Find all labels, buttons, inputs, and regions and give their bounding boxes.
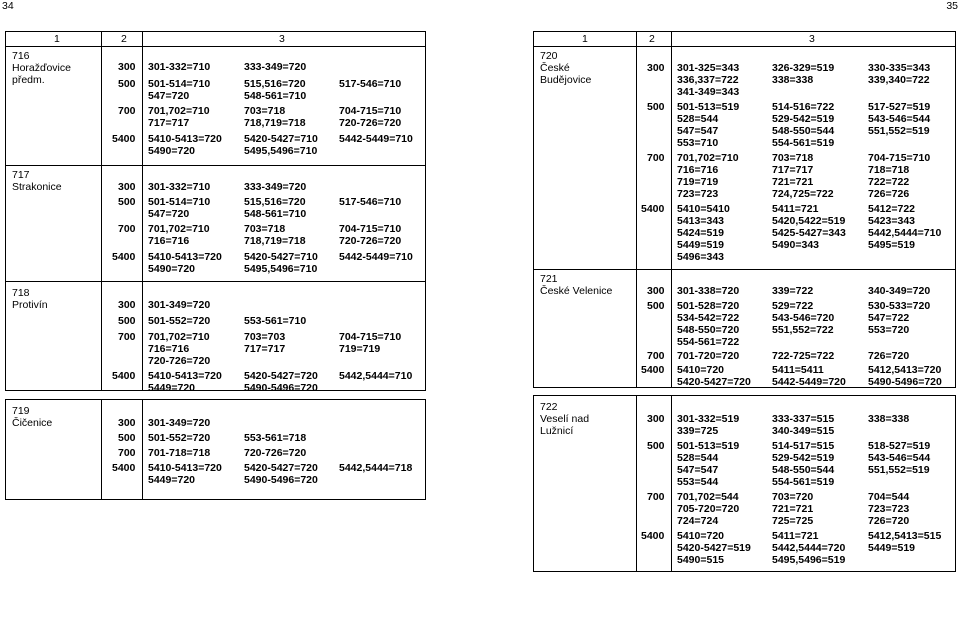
cell: 704-715=710 (868, 152, 931, 164)
cell: 724,725=722 (772, 188, 834, 200)
cell: 5410-5413=720 (148, 370, 222, 382)
cell: 5495,5496=710 (244, 145, 318, 157)
cell: 529-542=519 (772, 452, 835, 464)
cell: 701,702=710 (148, 105, 210, 117)
cell: 701-720=720 (677, 350, 740, 362)
row-key: 5400 (641, 530, 665, 542)
cell: 701-718=718 (148, 447, 211, 459)
col-header-2: 2 (121, 33, 127, 45)
cell: 718,719=718 (244, 235, 306, 247)
row-key: 500 (647, 440, 665, 452)
cell: 725=725 (772, 515, 814, 527)
cell: 719=719 (677, 176, 719, 188)
cell: 529=722 (772, 300, 814, 312)
cell: 530-533=720 (868, 300, 931, 312)
row-key: 5400 (112, 251, 136, 263)
cell: 723=723 (677, 188, 719, 200)
cell: 5423=343 (868, 215, 916, 227)
cell: 553=710 (677, 137, 719, 149)
cell: 515,516=720 (244, 196, 306, 208)
row-key: 300 (647, 285, 665, 297)
area-name: Strakonice (12, 181, 62, 193)
cell: 5442,5444=710 (339, 370, 413, 382)
cell: 5411=721 (772, 203, 819, 215)
cell: 551,552=519 (868, 125, 930, 137)
cell: 554-561=519 (772, 137, 835, 149)
cell: 703=720 (772, 491, 814, 503)
cell: 528=544 (677, 113, 719, 125)
cell: 719=719 (339, 343, 381, 355)
cell: 517-546=710 (339, 78, 402, 90)
cell: 5490-5496=720 (868, 376, 942, 388)
cell: 721=721 (772, 176, 814, 188)
cell: 547=547 (677, 464, 719, 476)
cell: 716=716 (148, 235, 190, 247)
cell: 701,702=710 (148, 331, 210, 343)
cell: 723=723 (868, 503, 910, 515)
row-key: 5400 (112, 370, 136, 382)
cell: 726=720 (868, 350, 910, 362)
area-name: Veselí nad (540, 413, 590, 425)
cell: 703=718 (244, 105, 286, 117)
cell: 5410=5410 (677, 203, 730, 215)
cell: 720-726=720 (244, 447, 307, 459)
cell: 501-513=519 (677, 440, 740, 452)
cell: 339,340=722 (868, 74, 930, 86)
cell: 301-332=710 (148, 181, 211, 193)
cell: 501-513=519 (677, 101, 740, 113)
cell: 548-561=710 (244, 90, 307, 102)
cell: 5442-5449=710 (339, 133, 413, 145)
col-header-1: 1 (582, 33, 588, 45)
cell: 726=720 (868, 515, 910, 527)
cell: 336,337=722 (677, 74, 739, 86)
row-key: 500 (118, 78, 136, 90)
cell: 547=720 (148, 90, 190, 102)
cell: 722-725=722 (772, 350, 835, 362)
cell: 5442-5449=720 (772, 376, 846, 388)
cell: 547=547 (677, 125, 719, 137)
cell: 517-546=710 (339, 196, 402, 208)
row-key: 300 (647, 413, 665, 425)
col-header-1: 1 (54, 33, 60, 45)
row-key: 300 (118, 299, 136, 311)
cell: 724=724 (677, 515, 719, 527)
cell: 5490=720 (148, 145, 196, 157)
cell: 501-528=720 (677, 300, 740, 312)
cell: 528=544 (677, 452, 719, 464)
cell: 704-715=710 (339, 223, 402, 235)
cell: 701,702=544 (677, 491, 739, 503)
row-key: 700 (118, 331, 136, 343)
area-code: 721 (540, 273, 558, 285)
row-key: 5400 (112, 133, 136, 145)
cell: 701,702=710 (148, 223, 210, 235)
cell: 703=718 (244, 223, 286, 235)
cell: 330-335=343 (868, 62, 931, 74)
cell: 501-552=720 (148, 315, 211, 327)
cell: 553-561=718 (244, 432, 307, 444)
cell: 5412=722 (868, 203, 916, 215)
cell: 5412,5413=720 (868, 364, 942, 376)
cell: 5490-5496=720 (244, 474, 318, 486)
cell: 718,719=718 (244, 117, 306, 129)
routing-table-right (533, 31, 956, 388)
cell: 534-542=722 (677, 312, 740, 324)
cell: 338=338 (868, 413, 910, 425)
cell: 5449=720 (148, 474, 196, 486)
row-key: 700 (118, 447, 136, 459)
area-name: Horažďovice (12, 62, 71, 74)
cell: 333-337=515 (772, 413, 835, 425)
area-name: České (540, 62, 570, 74)
cell: 501-514=710 (148, 78, 211, 90)
cell: 543-546=544 (868, 452, 931, 464)
row-key: 5400 (641, 203, 665, 215)
area-code: 718 (12, 287, 30, 299)
cell: 543-546=544 (868, 113, 931, 125)
row-key: 300 (118, 61, 136, 73)
cell: 5449=519 (677, 239, 725, 251)
area-code: 722 (540, 401, 558, 413)
cell: 333-349=720 (244, 61, 307, 73)
cell: 5411=721 (772, 530, 819, 542)
cell: 703=718 (772, 152, 814, 164)
cell: 5410=720 (677, 530, 725, 542)
cell: 704-715=710 (339, 331, 402, 343)
cell: 543-546=720 (772, 312, 835, 324)
cell: 338=338 (772, 74, 814, 86)
row-key: 300 (647, 62, 665, 74)
cell: 5496=343 (677, 251, 725, 263)
cell: 704-715=710 (339, 105, 402, 117)
row-key: 700 (647, 350, 665, 362)
page-number-right: 35 (946, 0, 958, 12)
cell: 5424=519 (677, 227, 725, 239)
cell: 551,552=519 (868, 464, 930, 476)
cell: 529-542=519 (772, 113, 835, 125)
cell: 701,702=710 (677, 152, 739, 164)
area-code: 719 (12, 405, 30, 417)
cell: 5420-5427=710 (244, 251, 318, 263)
table-header (534, 32, 955, 47)
cell: 553=544 (677, 476, 719, 488)
cell: 5410-5413=720 (148, 133, 222, 145)
cell: 5411=5411 (772, 364, 824, 376)
cell: 5412,5413=515 (868, 530, 942, 542)
cell: 5449=720 (148, 382, 196, 394)
cell: 301-349=720 (148, 417, 211, 429)
cell: 501-552=720 (148, 432, 211, 444)
area-name-2: Lužnicí (540, 425, 574, 437)
cell: 548-561=710 (244, 208, 307, 220)
cell: 5420,5422=519 (772, 215, 846, 227)
cell: 341-349=343 (677, 86, 740, 98)
area-name: České Velenice (540, 285, 613, 297)
row-key: 500 (647, 101, 665, 113)
row-key: 700 (647, 491, 665, 503)
cell: 301-332=519 (677, 413, 740, 425)
cell: 340-349=720 (868, 285, 931, 297)
cell: 5495,5496=519 (772, 554, 846, 566)
cell: 5495=519 (868, 239, 916, 251)
table-header (6, 32, 425, 47)
cell: 5420-5427=519 (677, 542, 751, 554)
cell: 5495,5496=710 (244, 263, 318, 275)
row-key: 300 (118, 181, 136, 193)
area-name-2: Budějovice (540, 74, 592, 86)
cell: 548-550=720 (677, 324, 740, 336)
cell: 517-527=519 (868, 101, 931, 113)
cell: 5410=720 (677, 364, 725, 376)
cell: 553-561=710 (244, 315, 307, 327)
cell: 716=716 (148, 343, 190, 355)
row-key: 5400 (641, 364, 665, 376)
cell: 5442,5444=720 (772, 542, 846, 554)
cell: 5490=343 (772, 239, 820, 251)
col-header-3: 3 (809, 33, 815, 45)
cell: 515,516=720 (244, 78, 306, 90)
cell: 5420-5427=710 (244, 133, 318, 145)
row-key: 5400 (112, 462, 136, 474)
cell: 333-349=720 (244, 181, 307, 193)
area-code: 717 (12, 169, 30, 181)
row-key: 500 (118, 196, 136, 208)
cell: 301-349=720 (148, 299, 211, 311)
col-header-2: 2 (649, 33, 655, 45)
cell: 5413=343 (677, 215, 725, 227)
cell: 339=722 (772, 285, 814, 297)
col-header-3: 3 (279, 33, 285, 45)
row-key: 300 (118, 417, 136, 429)
cell: 548-550=544 (772, 464, 835, 476)
cell: 717=717 (244, 343, 286, 355)
row-key: 500 (118, 315, 136, 327)
row-key: 500 (118, 432, 136, 444)
area-name: Protivín (12, 299, 48, 311)
cell: 704=544 (868, 491, 910, 503)
area-code: 716 (12, 50, 30, 62)
cell: 514-516=722 (772, 101, 835, 113)
area-code: 720 (540, 50, 558, 62)
cell: 547=720 (148, 208, 190, 220)
cell: 301-338=720 (677, 285, 740, 297)
cell: 5420-5427=720 (244, 370, 318, 382)
routing-table-right-2 (533, 395, 956, 572)
cell: 339=725 (677, 425, 719, 437)
cell: 518-527=519 (868, 440, 931, 452)
area-name-2: předm. (12, 74, 45, 86)
cell: 720-726=720 (339, 117, 402, 129)
cell: 5449=519 (868, 542, 916, 554)
cell: 5442-5449=710 (339, 251, 413, 263)
cell: 722=722 (868, 176, 910, 188)
cell: 554-561=722 (677, 336, 740, 348)
routing-table-left-2 (5, 399, 426, 500)
row-key: 500 (647, 300, 665, 312)
routing-table-left (5, 31, 426, 394)
page-number-left: 34 (2, 0, 14, 12)
cell: 703=703 (244, 331, 286, 343)
cell: 326-329=519 (772, 62, 835, 74)
cell: 5490=720 (148, 263, 196, 275)
cell: 548-550=544 (772, 125, 835, 137)
cell: 5420-5427=720 (677, 376, 751, 388)
cell: 547=722 (868, 312, 910, 324)
area-name: Čičenice (12, 417, 53, 429)
cell: 553=720 (868, 324, 910, 336)
cell: 514-517=515 (772, 440, 835, 452)
cell: 720-726=720 (148, 355, 211, 367)
row-key: 700 (118, 223, 136, 235)
cell: 720-726=720 (339, 235, 402, 247)
cell: 301-332=710 (148, 61, 211, 73)
cell: 717=717 (772, 164, 814, 176)
cell: 705-720=720 (677, 503, 740, 515)
row-key: 700 (647, 152, 665, 164)
cell: 5490-5496=720 (244, 382, 318, 394)
cell: 726=726 (868, 188, 910, 200)
cell: 5420-5427=720 (244, 462, 318, 474)
cell: 716=716 (677, 164, 719, 176)
cell: 5425-5427=343 (772, 227, 846, 239)
cell: 301-325=343 (677, 62, 740, 74)
cell: 5490=515 (677, 554, 725, 566)
cell: 717=717 (148, 117, 190, 129)
cell: 501-514=710 (148, 196, 211, 208)
cell: 5410-5413=720 (148, 251, 222, 263)
cell: 340-349=515 (772, 425, 835, 437)
cell: 5442,5444=718 (339, 462, 413, 474)
cell: 551,552=722 (772, 324, 834, 336)
cell: 5410-5413=720 (148, 462, 222, 474)
cell: 554-561=519 (772, 476, 835, 488)
cell: 718=718 (868, 164, 910, 176)
row-key: 700 (118, 105, 136, 117)
cell: 5442,5444=710 (868, 227, 942, 239)
cell: 721=721 (772, 503, 814, 515)
